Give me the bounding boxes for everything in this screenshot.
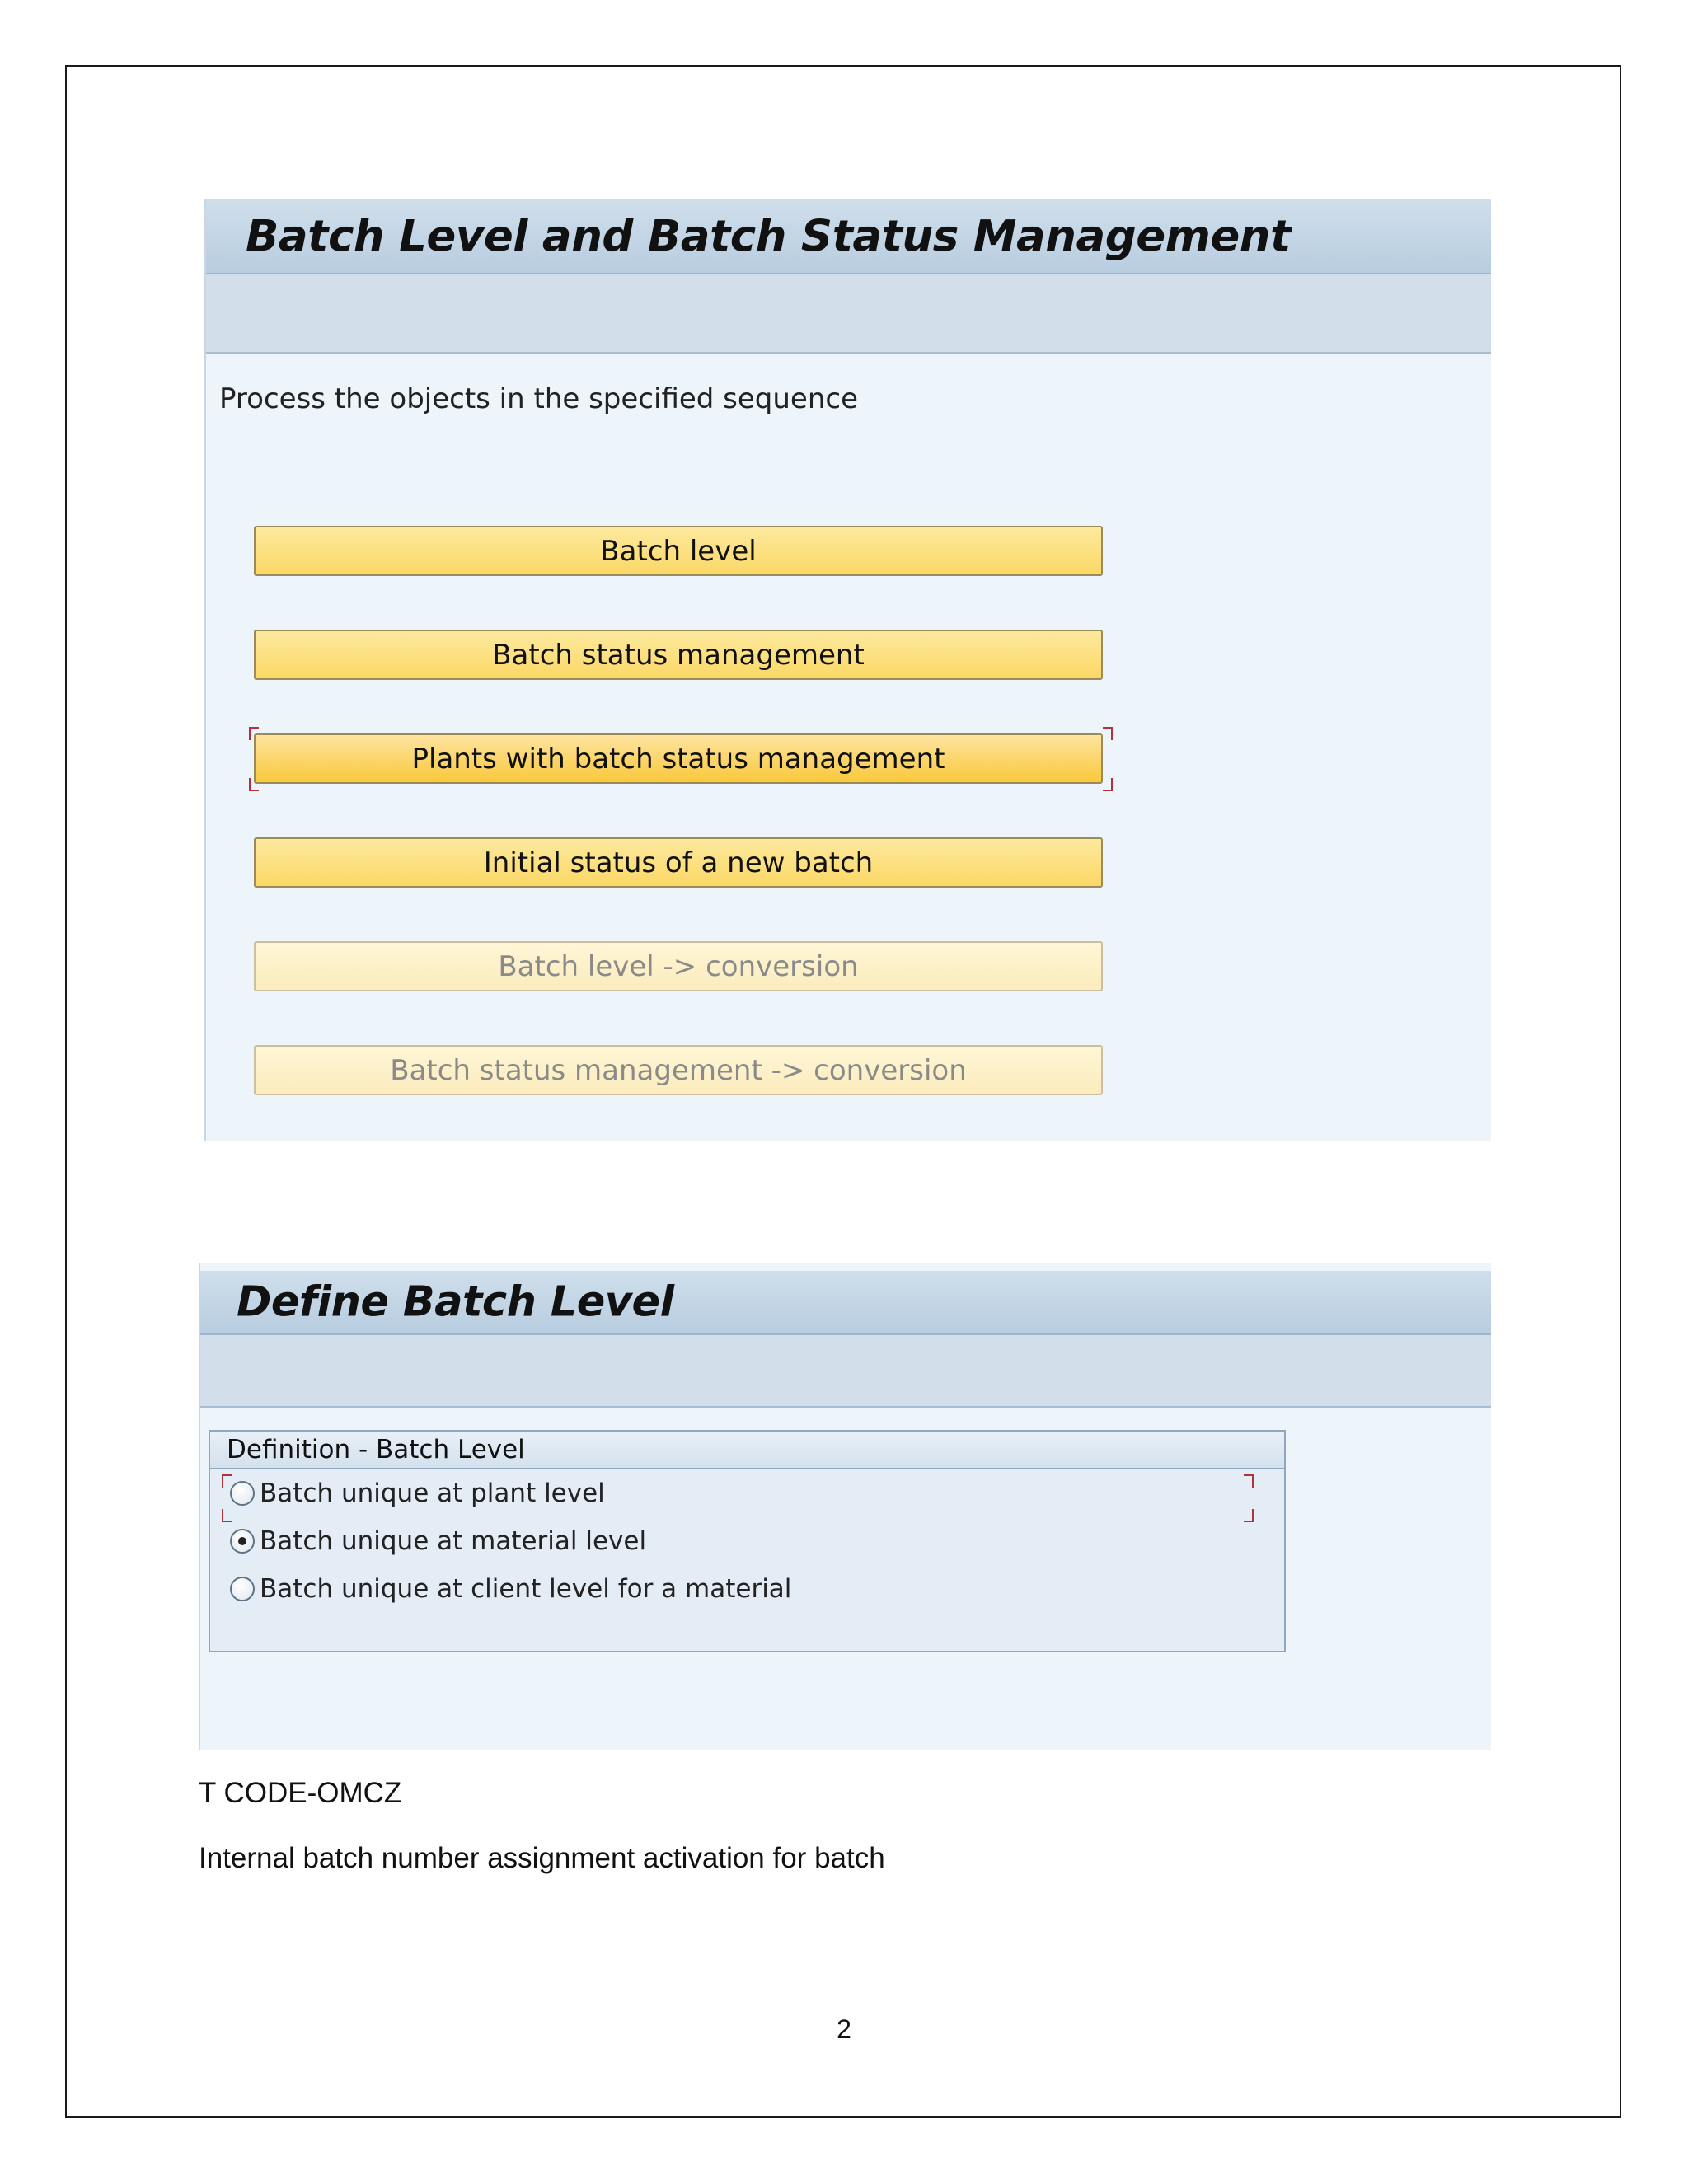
- tcode-text: T CODE-OMCZ: [199, 1777, 402, 1809]
- radio-label: Batch unique at client level for a material: [260, 1574, 792, 1604]
- batch-level-button[interactable]: Batch level: [254, 526, 1103, 576]
- screen-title: Batch Level and Batch Status Management: [246, 211, 1291, 261]
- radio-client-level[interactable]: [230, 1570, 791, 1608]
- screen-title: Define Batch Level: [237, 1277, 674, 1327]
- instruction-text: Process the objects in the specified sequence: [219, 382, 859, 415]
- focus-marker-top-right: [1103, 727, 1113, 740]
- plants-with-batch-status-button[interactable]: Plants with batch status management: [254, 733, 1103, 784]
- radio-label: Batch unique at material level: [260, 1526, 647, 1556]
- application-toolbar: [206, 274, 1491, 354]
- batch-level-group-box: [209, 1430, 1286, 1652]
- focus-marker-bottom-right: [1103, 778, 1113, 791]
- description-text: Internal batch number assignment activation for batch: [199, 1842, 885, 1874]
- group-box-title: Definition - Batch Level: [227, 1435, 525, 1465]
- focus-marker-top-right: [1244, 1474, 1254, 1488]
- radio-button-icon[interactable]: [230, 1481, 255, 1506]
- screen-title-bar: [206, 199, 1491, 274]
- batch-level-status-screen: [204, 199, 1491, 1141]
- initial-status-new-batch-button[interactable]: Initial status of a new batch: [254, 837, 1103, 888]
- focus-marker-bottom-left: [249, 778, 259, 791]
- radio-button-selected-icon[interactable]: [230, 1529, 255, 1554]
- focus-marker-bottom-right: [1244, 1509, 1254, 1522]
- batch-status-conversion-button: Batch status management -> conversion: [254, 1045, 1103, 1095]
- radio-label: Batch unique at plant level: [260, 1479, 605, 1508]
- batch-status-management-button[interactable]: Batch status management: [254, 630, 1103, 680]
- batch-level-conversion-button: Batch level -> conversion: [254, 941, 1103, 991]
- radio-plant-level[interactable]: [230, 1474, 605, 1512]
- page-number: 2: [837, 2014, 851, 2044]
- focus-marker-top-left: [249, 727, 259, 740]
- screen-title-bar: [200, 1271, 1491, 1335]
- define-batch-level-screen: [199, 1263, 1491, 1750]
- application-toolbar: [200, 1335, 1491, 1408]
- radio-material-level[interactable]: [230, 1522, 646, 1560]
- radio-button-icon[interactable]: [230, 1577, 255, 1601]
- group-box-header: [210, 1432, 1284, 1469]
